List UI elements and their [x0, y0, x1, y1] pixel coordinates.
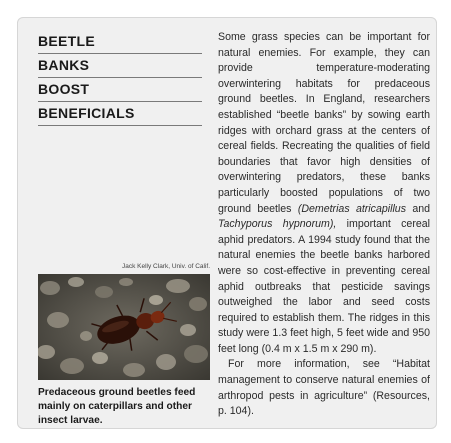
- body-paragraph-1: [218, 30, 430, 357]
- heading-line-4: BENEFICIALS: [38, 102, 202, 126]
- heading-list: [38, 30, 202, 126]
- sidebar-panel: [17, 17, 437, 429]
- species-name-2: Tachyporus hypnorum),: [218, 218, 337, 231]
- heading-column: [38, 30, 202, 126]
- photo-credit: Jack Kelly Clark, Univ. of Calif.: [121, 263, 210, 270]
- body-text: Some grass species can be important for natural enemies. For example, they can provide temperature-moderating overwintering habitats for predaceous ground beetles. In England, researchers established “beetle banks” by sowing earth ridges with orchard grass at the centers of cereal fields. Recreating the qualities of field boundaries that favor high densities of overwintering predators, these banks particularly boosted populations of two ground beetles: [218, 31, 430, 215]
- heading-line-3: BOOST: [38, 78, 202, 102]
- species-name-1: (Demetrias atricapillus: [297, 202, 406, 215]
- body-text: important cereal aphid predators. A 1994 study found that the natural enemies the beetle banks harbored were so cost-effective in preventing cereal aphid outbreaks that pesticide savings outweighed the labor and seed costs required to establish them. The ridges in this study were 1.3 feet high, 5 feet wide and 950 feet long (0.4 m x 1.5 m x 290 m).: [218, 218, 430, 355]
- beetle-photo-illustration: [38, 274, 210, 380]
- heading-line-1: BEETLE: [38, 30, 202, 54]
- body-text: and: [406, 202, 431, 215]
- heading-line-2: BANKS: [38, 54, 202, 78]
- article-body: [218, 30, 430, 420]
- photo-caption: Predaceous ground beetles feed mainly on caterpillars and other insect larvae.: [38, 387, 196, 426]
- beetle-photo: [38, 274, 210, 380]
- body-paragraph-2: For more information, see “Habitat management to conserve natural enemies of arthropod pests in agriculture” (Resources, p. 104).: [218, 358, 430, 418]
